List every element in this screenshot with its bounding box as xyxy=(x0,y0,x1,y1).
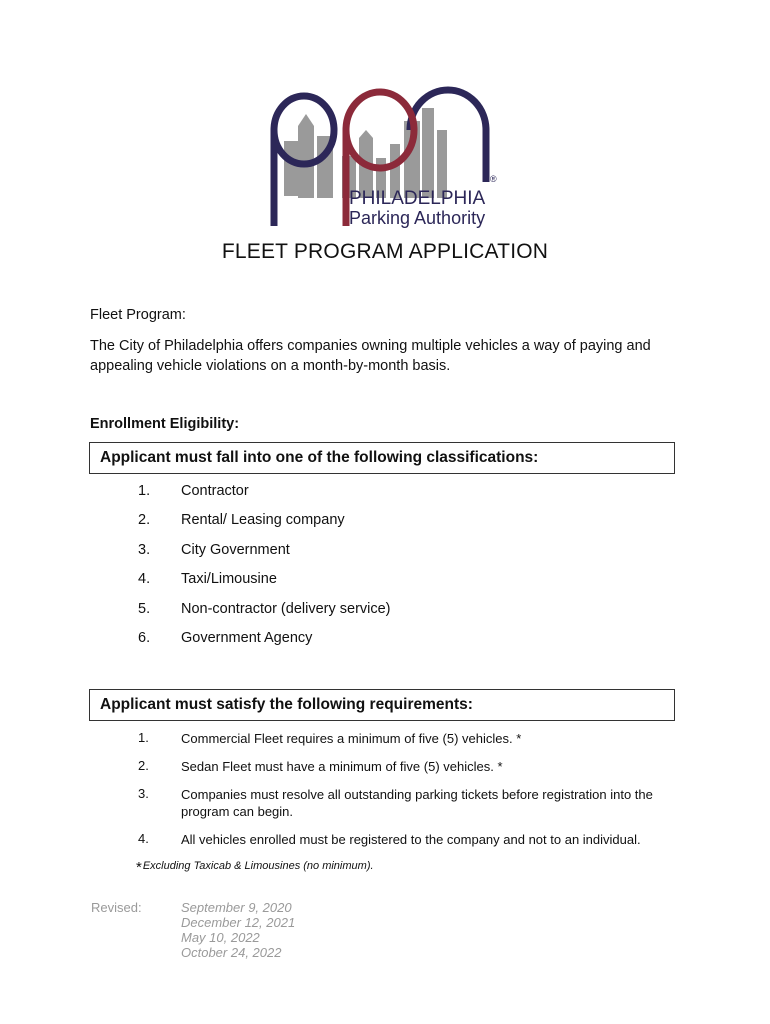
revision-date: October 24, 2022 xyxy=(181,945,282,960)
svg-text:®: ® xyxy=(490,174,497,184)
revision-date: September 9, 2020 xyxy=(181,900,292,915)
document-page: ® PHILADELPHIA Parking Authority FLEET PROGRAM APPLICATION Fleet Program: The City of Philadelphia offers companies owning multiple vehicles a way of paying and appealing vehicle violations on a month-by-month basis. Enrollment Eligibility: Applicant must fall into one of the following classifications: 1. Contractor 2. Rental/ Leasing company 3. City Government 4. Taxi/Limousine 5. Non-contractor (delivery service) 6. Government Agency Applicant must satisfy the following requirements: 1. Commercial Fleet requires a minimum of five (5) vehicles. * 2. Sedan Fleet must have a minimum of five (5) vehicles. * 3. Companies must resolve all outstanding parking tickets before registration into the program can begin. 4. All vehicles enrolled must be registered to the company and not to an individual. *Excluding Taxicab & Limousines (no minimum). Revised: September 9, 2020 December 12, 2021 May 10, 2022 October 24, 2022 xyxy=(0,0,770,1024)
logo-text-philadelphia: PHILADELPHIA xyxy=(349,188,486,209)
intro-paragraph: The City of Philadelphia offers companies owning multiple vehicles a way of paying and appealing vehicle violations on a month-by-month basis. xyxy=(90,338,651,374)
logo-text-parking-authority: Parking Authority xyxy=(349,208,486,228)
revision-date: December 12, 2021 xyxy=(181,915,296,930)
eligibility-label: Enrollment Eligibility: xyxy=(90,416,240,432)
footnote: *Excluding Taxicab & Limousines (no minimum). xyxy=(136,859,374,876)
revised-label: Revised: xyxy=(91,900,142,915)
requirements-heading: Applicant must satisfy the following requirements: xyxy=(89,689,675,721)
document-title: FLEET PROGRAM APPLICATION xyxy=(221,240,549,263)
revision-dates xyxy=(181,900,295,960)
skyline-icon xyxy=(284,108,447,198)
fleet-program-label: Fleet Program: xyxy=(90,307,186,323)
classifications-heading: Applicant must fall into one of the following classifications: xyxy=(89,442,675,474)
ppa-logo xyxy=(262,86,512,232)
revision-date: May 10, 2022 xyxy=(181,930,260,945)
